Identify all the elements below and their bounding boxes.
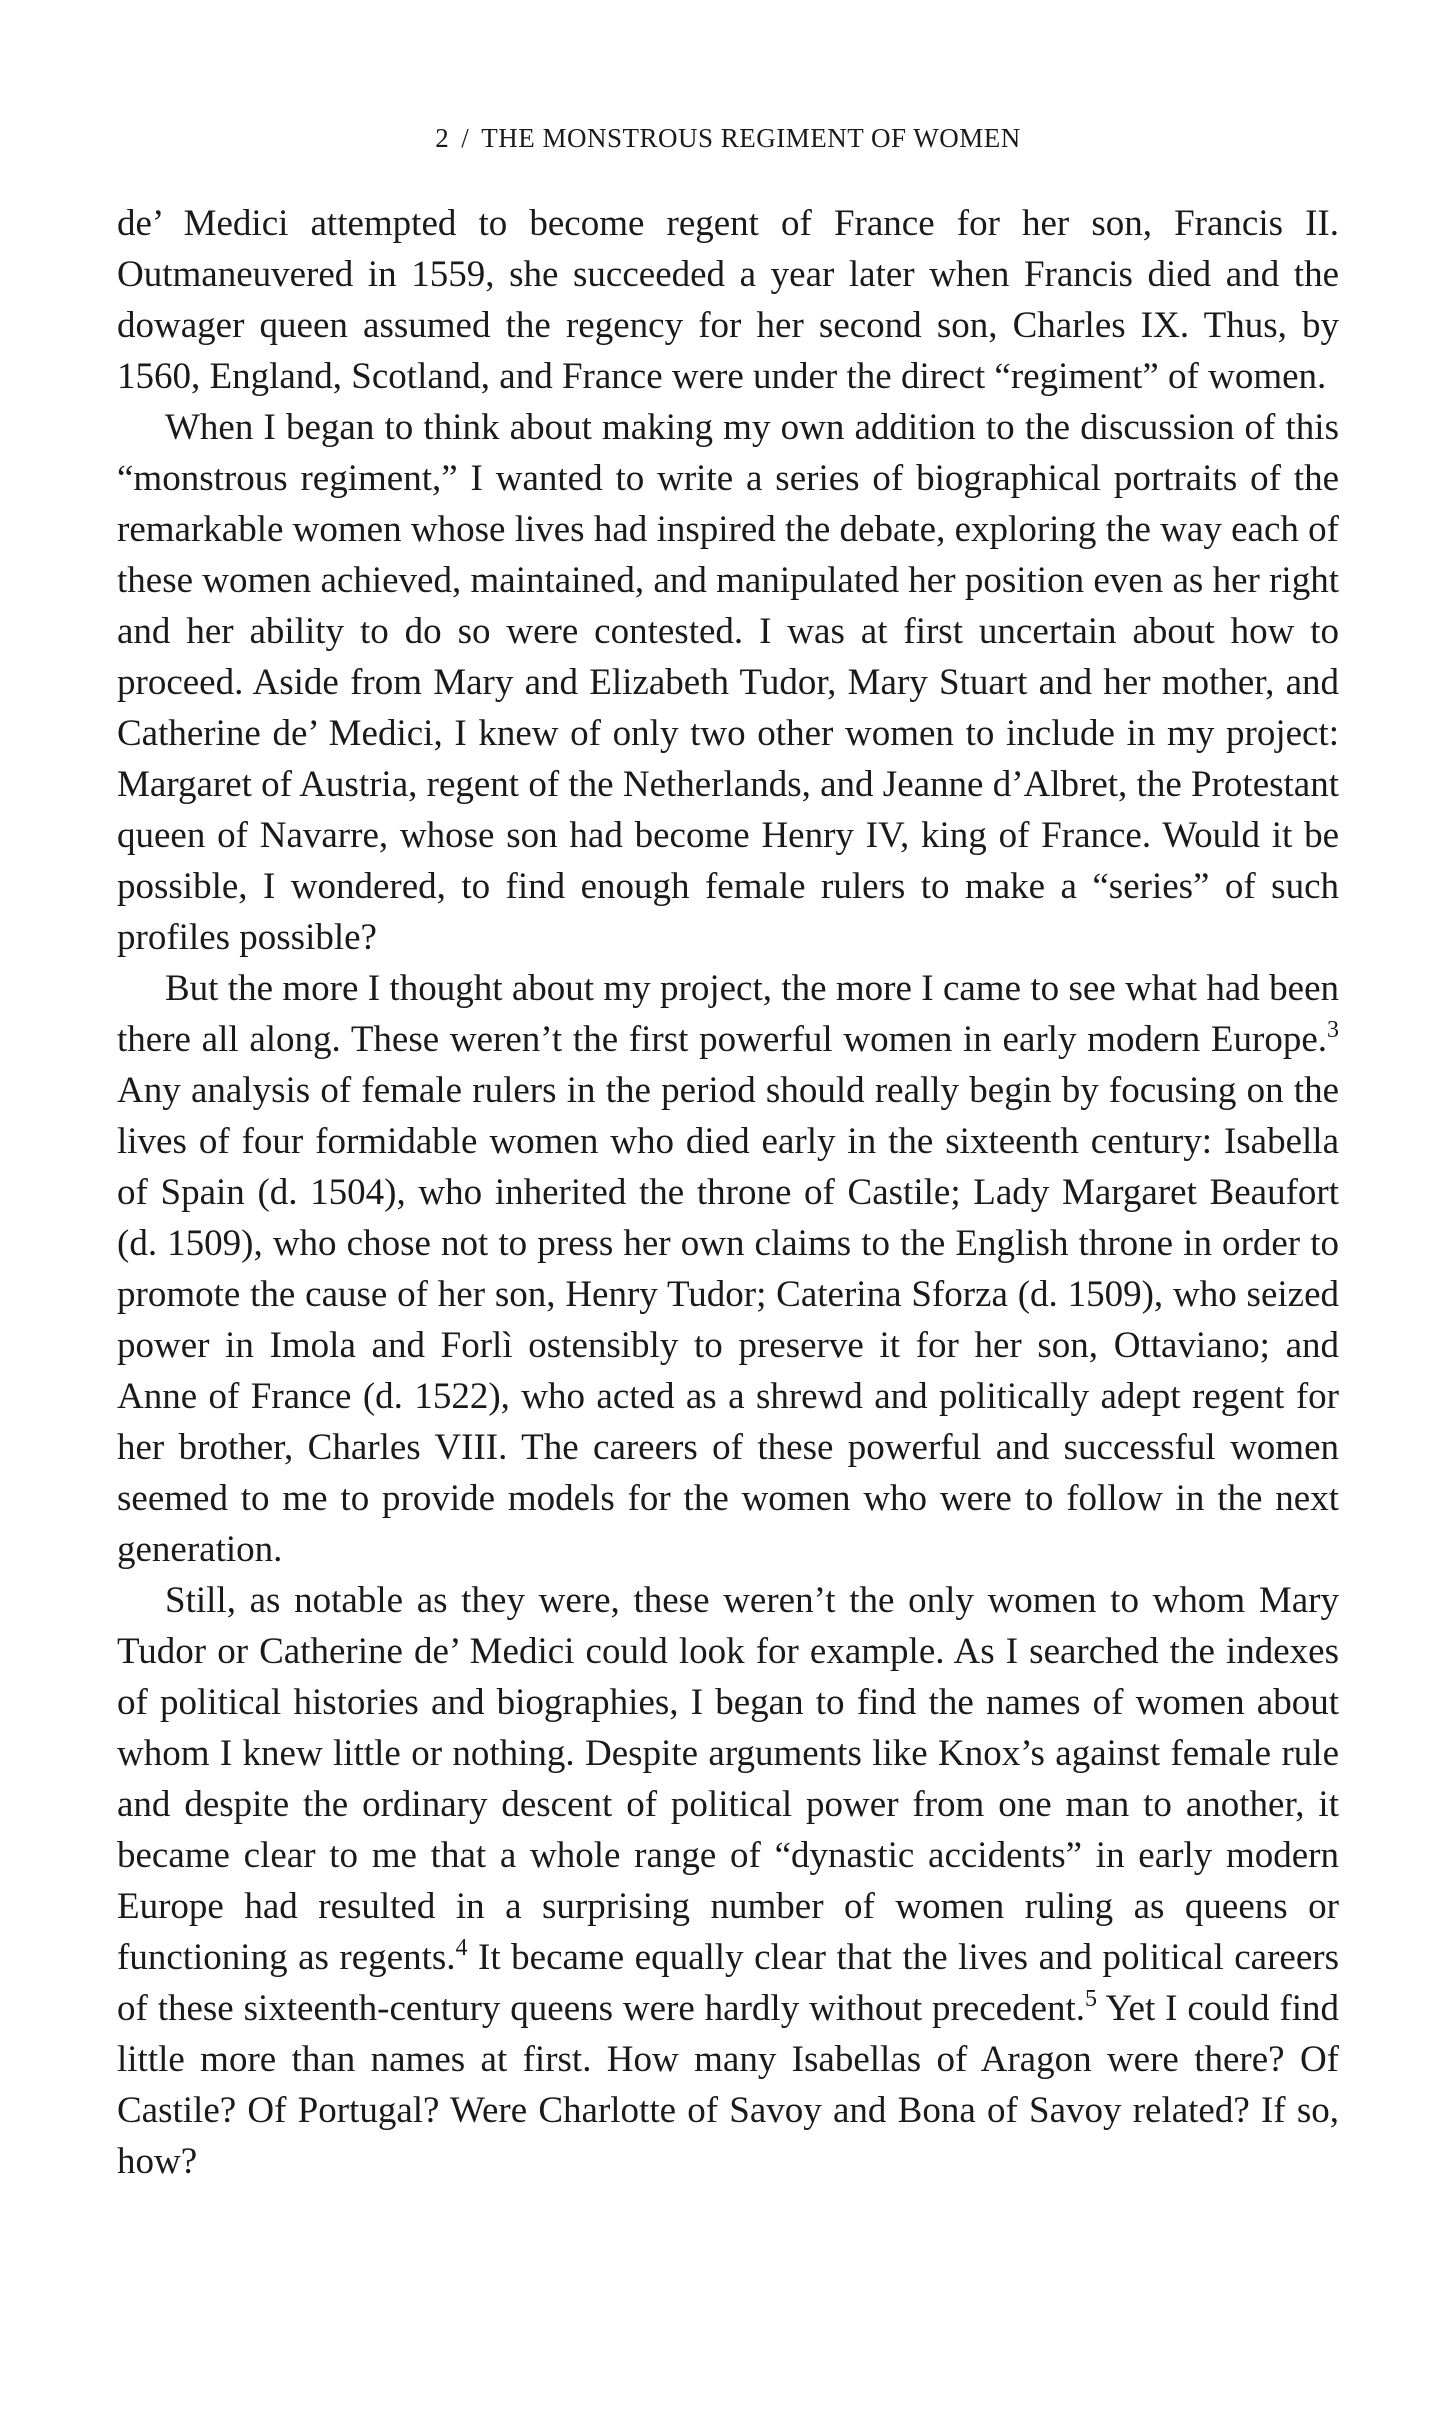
paragraph-4 <box>117 1575 1339 2187</box>
body-text <box>117 198 1339 2187</box>
footnote-ref-4[interactable]: 4 <box>455 1935 468 1961</box>
footnote-ref-3[interactable]: 3 <box>1327 1017 1339 1043</box>
paragraph-text: Still, as notable as they were, these weren’t the only women to whom Mary Tudor or Catherine de’ Medici could look for example. As I searched the indexes of political histories and biographies, I began to find the names of women about whom I knew little or nothing. Despite arguments like Knox’s against female rule and despite the ordinary descent of political power from one man to another, it became clear to me that a whole range of “dynastic accidents” in early modern Europe had resulted in a surprising number of women ruling as queens or functioning as regents. <box>117 1580 1339 1978</box>
paragraph-text: Any analysis of female rulers in the period should really begin by focusing on the lives of four formidable women who died early in the sixteenth century: Isabella of Spain (d. 1504), who inherited the throne of Castile; Lady Margaret Beaufort (d. 1509), who chose not to press her own claims to the English throne in order to promote the cause of her son, Henry Tudor; Caterina Sforza (d. 1509), who seized power in Imola and Forlì ostensibly to preserve it for her son, Ottaviano; and Anne of France (d. 1522), who acted as a shrewd and politically adept regent for her brother, Charles VIII. The careers of these powerful and successful women seemed to me to provide models for the women who were to follow in the next generation. <box>117 1070 1339 1570</box>
page-number: 2 <box>435 123 450 153</box>
paragraph-text: But the more I thought about my project, the more I came to see what had been there all along. These weren’t the first powerful women in early modern Europe. <box>117 968 1339 1060</box>
paragraph-text: Yet I could find little more than names at first. How many Isabellas of Aragon were there? Of Castile? Of Portugal? Were Charlotte of Savoy and Bona of Savoy related? If so, how? <box>117 1988 1339 2182</box>
paragraph-text: de’ Medici attempted to become regent of France for her son, Francis II. Outmaneuvered in 1559, she succeeded a year later when Francis died and the dowager queen assumed the regency for her second son, Charles IX. Thus, by 1560, England, Scotland, and France were under the direct “regiment” of women. <box>117 203 1339 397</box>
paragraph-2 <box>117 402 1339 963</box>
header-separator: / <box>461 123 470 153</box>
paragraph-text: When I began to think about making my own addition to the discussion of this “monstrous regiment,” I wanted to write a series of biographical portraits of the remarkable women whose lives had inspired the debate, exploring the way each of these women achieved, maintained, and manipulated her position even as her right and her ability to do so were contested. I was at first uncertain about how to proceed. Aside from Mary and Elizabeth Tudor, Mary Stuart and her mother, and Catherine de’ Medici, I knew of only two other women to include in my project: Margaret of Austria, regent of the Netherlands, and Jeanne d’Albret, the Protestant queen of Navarre, whose son had become Henry IV, king of France. Would it be possible, I wondered, to find enough female rulers to make a “series” of such profiles possible? <box>117 407 1339 958</box>
footnote-ref-5[interactable]: 5 <box>1085 1986 1098 2012</box>
running-head <box>117 118 1339 158</box>
paragraph-3 <box>117 963 1339 1575</box>
paragraph-text: It became equally clear that the lives and political careers of these sixteenth-century queens were hardly without precedent. <box>117 1937 1339 2029</box>
running-title: THE MONSTROUS REGIMENT OF WOMEN <box>481 123 1021 153</box>
book-page <box>117 0 1339 2187</box>
paragraph-1 <box>117 198 1339 402</box>
